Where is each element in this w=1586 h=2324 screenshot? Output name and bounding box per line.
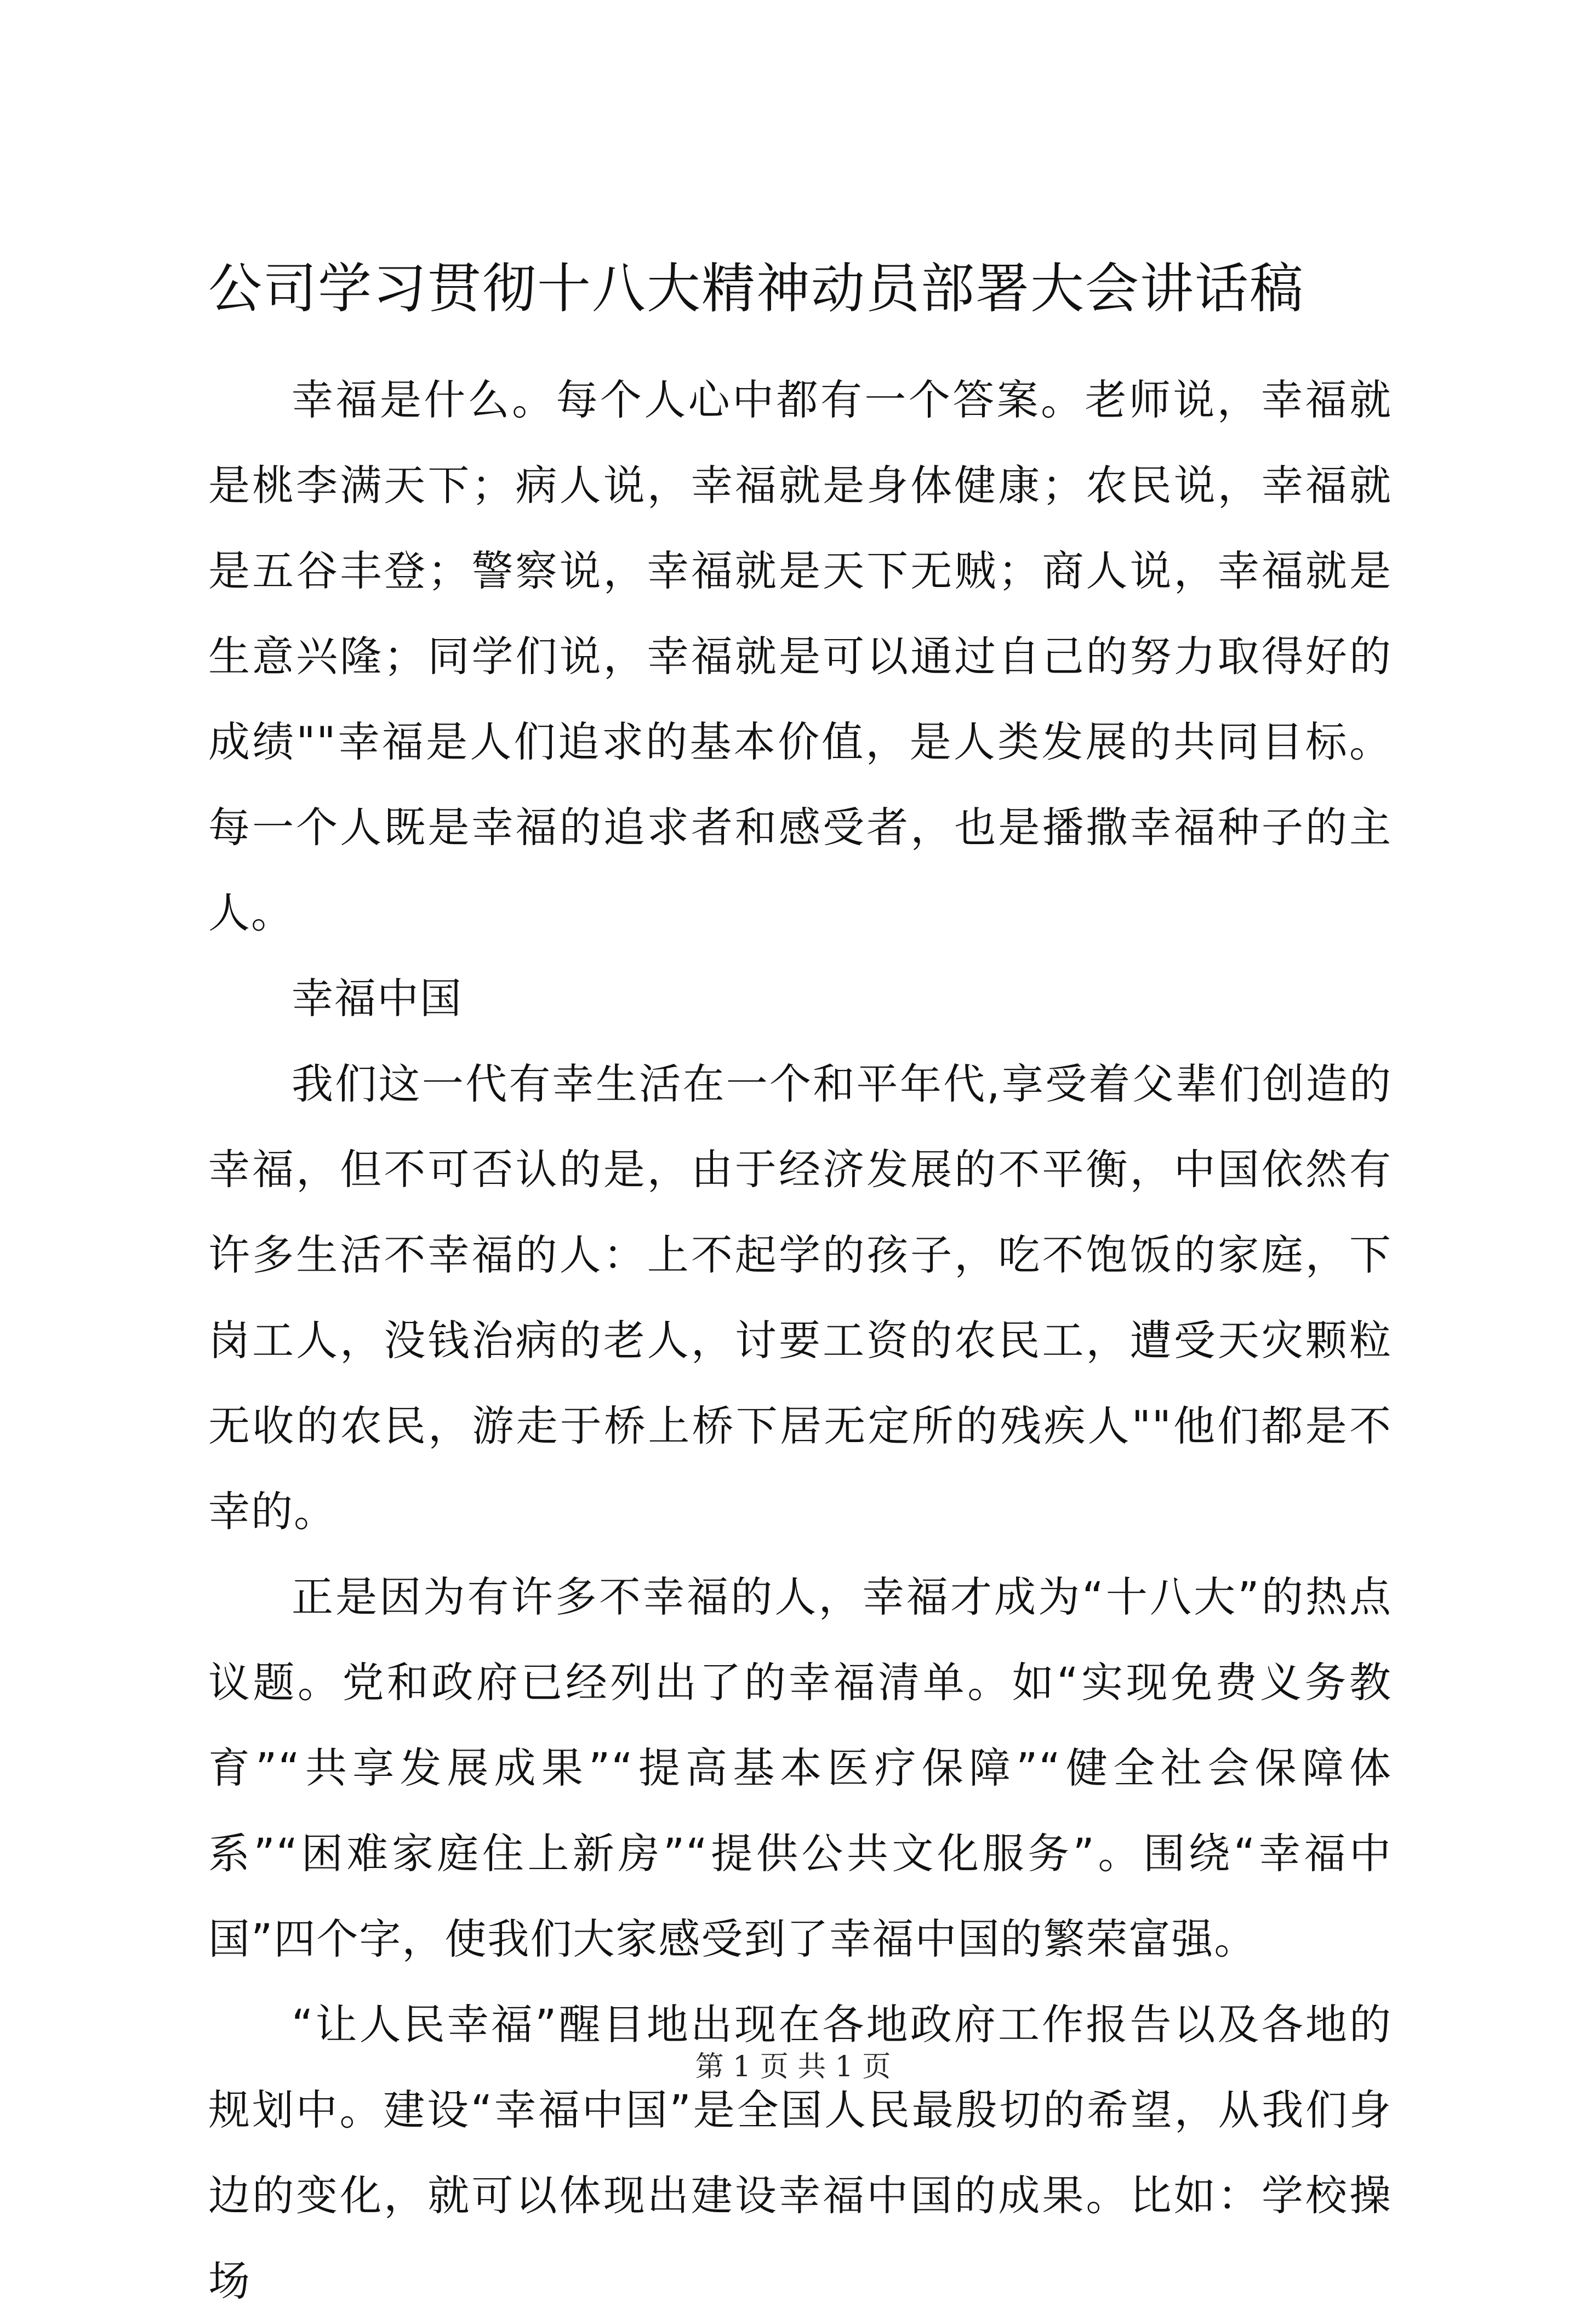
paragraph-happy-china-heading: 幸福中国	[292, 974, 463, 1023]
paragraph-people-happiness: “让人民幸福”醒目地出现在各地政府工作报告以及各地的规划中。建设“幸福中国”是全国人民最殷切的希望，从我们身边的变化，就可以体现出建设幸福中国的成果。比如：学校操场	[208, 2000, 1392, 2305]
paragraph-happiness-list: 正是因为有许多不幸福的人，幸福才成为“十八大”的热点议题。党和政府已经列出了的幸福清单。如“实现免费义务教育”“共享发展成果”“提高基本医疗保障”“健全社会保障体系”“困难家庭住上新房”“提供公共文化服务”。围绕“幸福中国”四个字，使我们大家感受到了幸福中国的繁荣富强。	[208, 1573, 1392, 1963]
document-body	[208, 357, 1392, 2324]
document-title: 公司学习贯彻十八大精神动员部署大会讲话稿	[208, 258, 1305, 320]
paragraph-peaceful-era: 我们这一代有幸生活在一个和平年代,享受着父辈们创造的幸福，但不可否认的是，由于经济发展的不平衡，中国依然有许多生活不幸福的人：上不起学的孩子，吃不饱饭的家庭，下岗工人，没钱治病的老人，讨要工资的农民工，遭受天灾颗粒无收的农民，游走于桥上桥下居无定所的残疾人""他们都是不幸的。	[208, 1060, 1392, 1536]
paragraph-happiness-answers: 幸福是什么。每个人心中都有一个答案。老师说，幸福就是桃李满天下；病人说，幸福就是身体健康；农民说，幸福就是五谷丰登；警察说，幸福就是天下无贼；商人说，幸福就是生意兴隆；同学们说，幸福就是可以通过自己的努力取得好的成绩""幸福是人们追求的基本价值，是人类发展的共同目标。每一个人既是幸福的追求者和感受者，也是播撒幸福种子的主人。	[208, 375, 1392, 937]
page-footer: 第 1 页 共 1 页	[695, 2050, 891, 2083]
